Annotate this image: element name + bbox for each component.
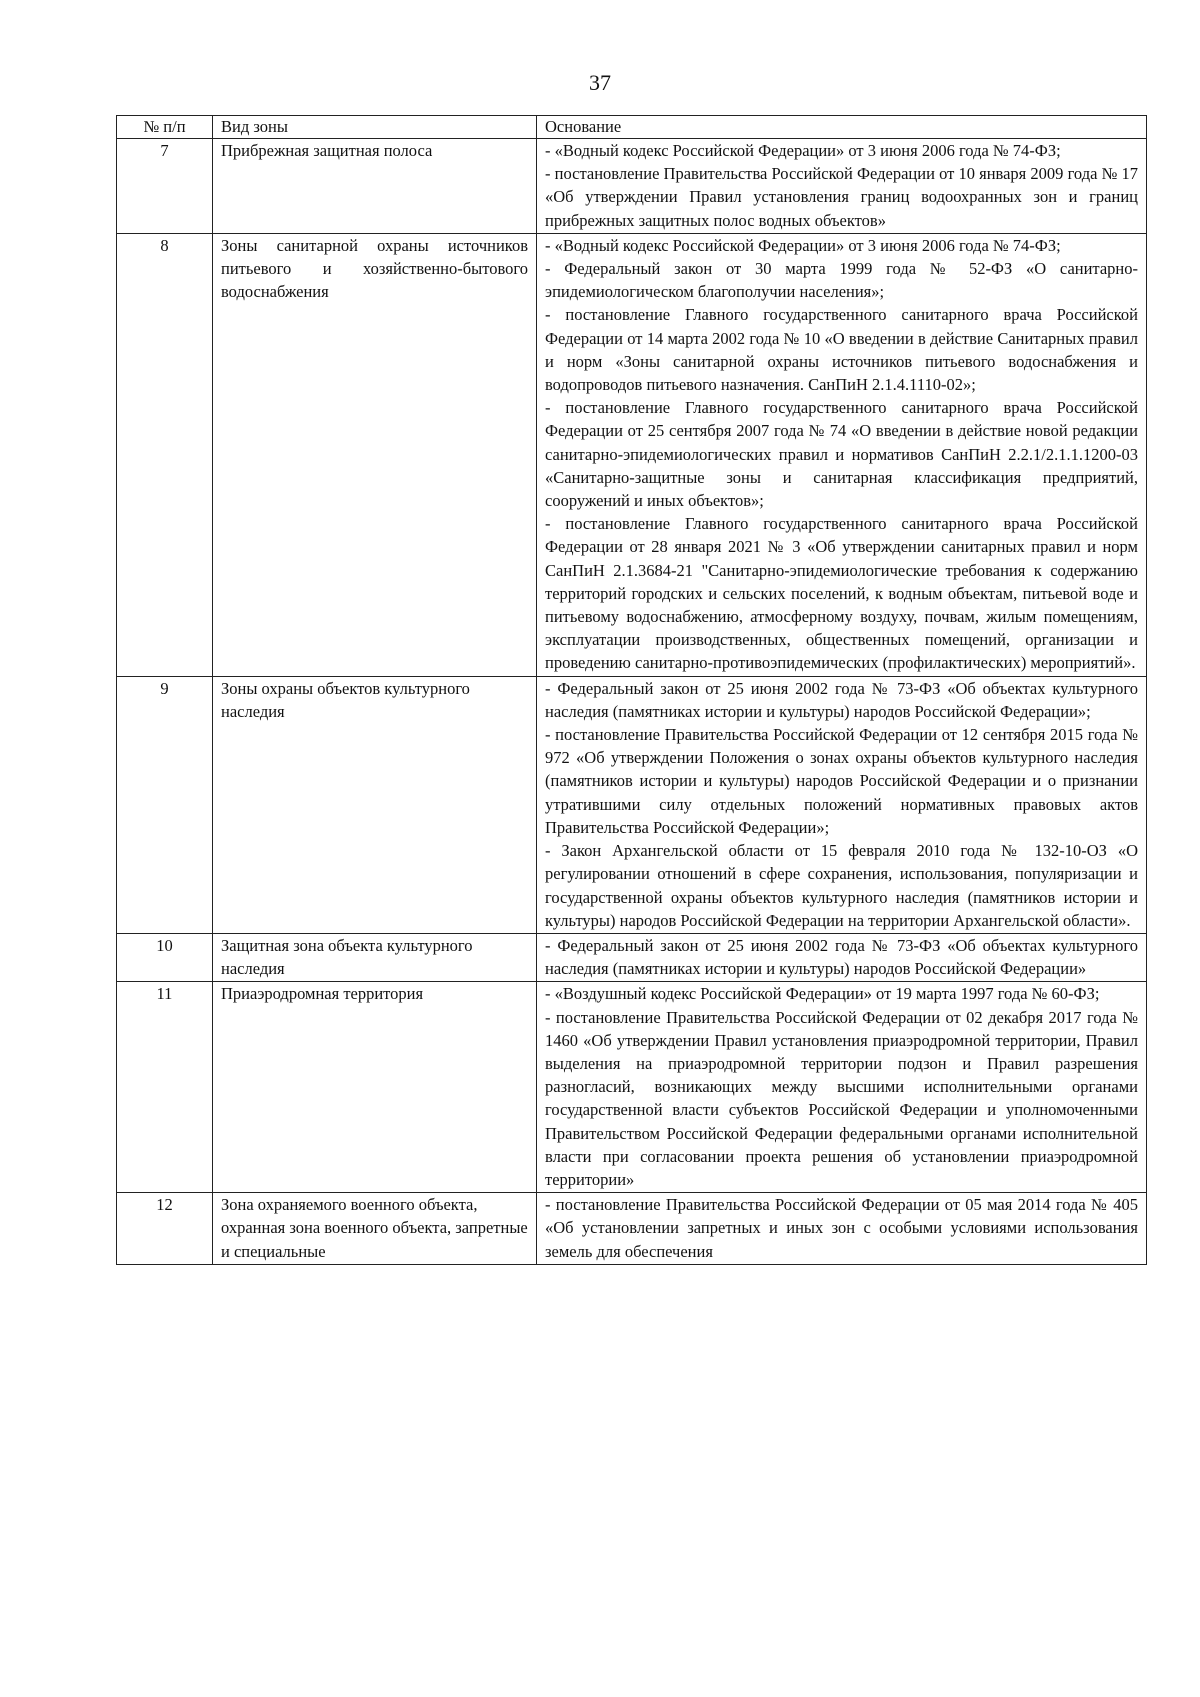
basis-item: - постановление Правительства Российской Федерации от 10 января 2009 года № 17 «Об утверждении Правил установления границ водоохранных зон и границ прибрежных защитных полос водных объектов»: [545, 164, 1138, 230]
table-row: [117, 676, 1147, 933]
basis-item: - постановление Правительства Российской Федерации от 05 мая 2014 года № 405 «Об установлении запретных и иных зон с особыми условиями использования земель для обеспечения: [545, 1195, 1138, 1261]
row-number: 8: [117, 233, 213, 676]
basis-item: - Федеральный закон от 30 марта 1999 года № 52-ФЗ «О санитарно-эпидемиологическом благополучии населения»;: [545, 259, 1138, 302]
row-number: 9: [117, 676, 213, 933]
row-zone-type: Приаэродромная территория: [213, 982, 537, 1193]
table-row: [117, 933, 1147, 981]
row-zone-type: Прибрежная защитная полоса: [213, 139, 537, 234]
header-zone-type: Вид зоны: [213, 116, 537, 139]
row-number: 7: [117, 139, 213, 234]
row-basis: [537, 139, 1147, 234]
basis-item: - Федеральный закон от 25 июня 2002 года № 73-ФЗ «Об объектах культурного наследия (памятниках истории и культуры) народов Российской Федерации»;: [545, 678, 1138, 721]
basis-item: - «Воздушный кодекс Российской Федерации» от 19 марта 1997 года № 60-ФЗ;: [545, 984, 1100, 1004]
row-basis: [537, 1193, 1147, 1265]
row-basis: [537, 982, 1147, 1193]
basis-item: - «Водный кодекс Российской Федерации» от 3 июня 2006 года № 74-ФЗ;: [545, 141, 1061, 160]
table-row: [117, 1193, 1147, 1265]
row-zone-type: Зоны санитарной охраны источников питьевого и хозяйственно-бытового водоснабжения: [213, 233, 537, 676]
basis-item: - Федеральный закон от 25 июня 2002 года № 73-ФЗ «Об объектах культурного наследия (памятниках истории и культуры) народов Российской Федерации»: [545, 935, 1138, 979]
zones-table: [116, 115, 1147, 1265]
row-zone-type: Зона охраняемого военного объекта, охранная зона военного объекта, запретные и специальные: [213, 1193, 537, 1265]
row-zone-type: Защитная зона объекта культурного наследия: [213, 933, 537, 981]
row-basis: [537, 676, 1147, 933]
row-number: 10: [117, 933, 213, 981]
basis-item: - постановление Главного государственного санитарного врача Российской Федерации от 14 марта 2002 года № 10 «О введении в действие Санитарных правил и норм «Зоны санитарной охраны источников питьевого водоснабжения и водопроводов питьевого назначения. СанПиН 2.1.4.1110-02»;: [545, 305, 1138, 395]
row-number: 11: [117, 982, 213, 1193]
table-row: [117, 982, 1147, 1193]
row-basis: [537, 933, 1147, 981]
header-basis: Основание: [537, 116, 1147, 139]
basis-item: - постановление Главного государственного санитарного врача Российской Федерации от 28 января 2021 № 3 «Об утверждении санитарных правил и норм СанПиН 2.1.3684-21 "Санитарно-эпидемиологические требования к содержанию территорий городских и сельских поселений, к водным объектам, питьевой воде и питьевому водоснабжению, атмосферному воздуху, почвам, жилым помещениям, эксплуатации производственных, общественных помещений, организации и проведению санитарно-противоэпидемических (профилактических) мероприятий».: [545, 514, 1138, 673]
table-row: [117, 233, 1147, 676]
basis-item: - постановление Главного государственного санитарного врача Российской Федерации от 25 сентября 2007 года № 74 «О введении в действие новой редакции санитарно-эпидемиологических правил и нормативов СанПиН 2.2.1/2.1.1.1200-03 «Санитарно-защитные зоны и санитарная классификация предприятий, сооружений и иных объектов»;: [545, 398, 1138, 511]
basis-item: - «Водный кодекс Российской Федерации» от 3 июня 2006 года № 74-ФЗ;: [545, 235, 1061, 255]
basis-item: - постановление Правительства Российской Федерации от 02 декабря 2017 года № 1460 «Об утверждении Правил установления приаэродромной территории, Правил выделения на приаэродромной территории подзон и Правил разрешения разногласий, возникающих между высшими исполнительными органами государственной власти субъектов Российской Федерации и уполномоченными Правительством Российской Федерации федеральными органами исполнительной власти при согласовании проекта решения об установлении приаэродромной территории»: [545, 1007, 1138, 1189]
basis-item: - постановление Правительства Российской Федерации от 12 сентября 2015 года № 972 «Об утверждении Положения о зонах охраны объектов культурного наследия (памятников истории и культуры) народов Российской Федерации и о признании утратившими силу отдельных положений нормативных правовых актов Правительства Российской Федерации»;: [545, 725, 1138, 837]
table-header-row: [117, 116, 1147, 139]
row-number: 12: [117, 1193, 213, 1265]
page-number: 37: [589, 70, 611, 95]
row-basis: [537, 233, 1147, 676]
header-number: № п/п: [117, 116, 213, 139]
row-zone-type: Зоны охраны объектов культурного наследия: [213, 676, 537, 933]
basis-item: - Закон Архангельской области от 15 февраля 2010 года № 132-10-ОЗ «О регулировании отношений в сфере сохранения, использования, популяризации и государственной охраны объектов культурного наследия (памятников истории и культуры) народов Российской Федерации на территории Архангельской области».: [545, 841, 1138, 930]
table-row: [117, 139, 1147, 234]
